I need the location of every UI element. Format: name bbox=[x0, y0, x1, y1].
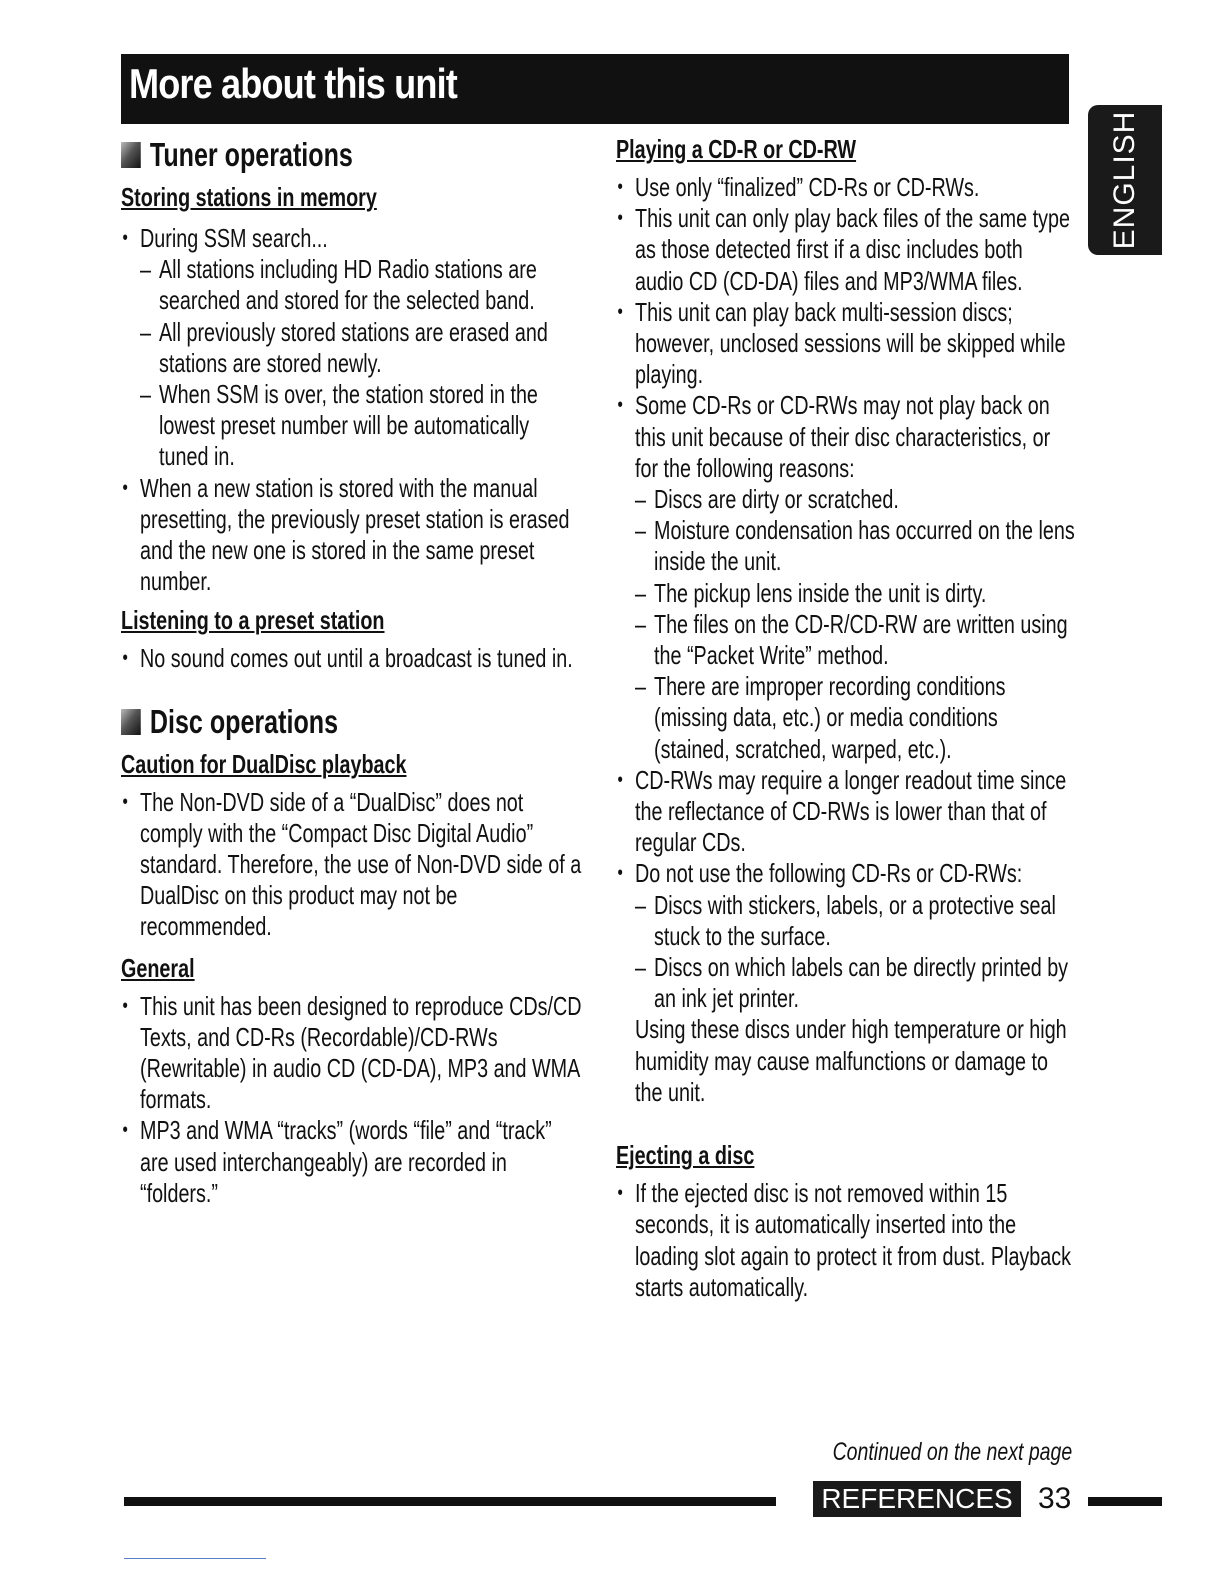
ejecting-bullet-list bbox=[616, 1178, 1076, 1303]
list-item: • The Non-DVD side of a “DualDisc” does not comply with the “Compact Disc Digital Audio” standard. Therefore, the use of Non-DVD side of a DualDisc on this product may not be recommended. bbox=[121, 787, 583, 943]
section-marker-icon bbox=[121, 709, 141, 735]
list-item bbox=[616, 858, 1076, 1108]
sub-list-item: – When SSM is over, the station stored in the lowest preset number will be automatically tuned in. bbox=[140, 379, 583, 473]
list-item: • When a new station is stored with the manual presetting, the previously preset station is erased and the new one is stored in the same preset number. bbox=[121, 473, 583, 598]
playing-bullet-list bbox=[616, 172, 1076, 1108]
subheading-dualdisc-caution: Caution for DualDisc playback bbox=[121, 748, 407, 779]
subheading-playing-cdr: Playing a CD-R or CD-RW bbox=[616, 134, 857, 164]
left-column-content bbox=[121, 134, 583, 1209]
section-heading-disc bbox=[121, 701, 583, 743]
sub-list bbox=[140, 254, 583, 472]
bullet-text: Do not use the following CD-Rs or CD-RWs: bbox=[635, 858, 1023, 889]
sub-list-item: – Discs on which labels can be directly printed by an ink jet printer. bbox=[635, 952, 1076, 1014]
section-heading-disc-text: Disc operations bbox=[149, 702, 339, 740]
language-tab bbox=[1088, 105, 1162, 255]
list-item: • CD-RWs may require a longer readout time since the reflectance of CD-RWs is lower than that of regular CDs. bbox=[616, 765, 1076, 859]
right-column bbox=[616, 132, 1076, 1303]
list-item: • No sound comes out until a broadcast is tuned in. bbox=[121, 643, 583, 674]
continued-note: Continued on the next page bbox=[832, 1438, 1072, 1466]
list-item: • Use only “finalized” CD-Rs or CD-RWs. bbox=[616, 172, 1076, 203]
sub-list-item: – The pickup lens inside the unit is dirty. bbox=[635, 578, 1076, 609]
general-bullet-list bbox=[121, 991, 583, 1209]
right-column-content bbox=[616, 132, 1076, 1303]
caution-note: Using these discs under high temperature or high humidity may cause malfunctions or damage to the unit. bbox=[635, 1014, 1067, 1107]
chapter-title: More about this unit bbox=[129, 60, 457, 107]
storing-bullet-list bbox=[121, 223, 583, 597]
sub-list-item: – Moisture condensation has occurred on the lens inside the unit. bbox=[635, 515, 1076, 577]
subheading-general: General bbox=[121, 952, 195, 983]
bullet-text: Some CD-Rs or CD-RWs may not play back on this unit because of their disc characteristics, or for the following reasons: bbox=[635, 390, 1051, 483]
left-column bbox=[121, 132, 583, 1209]
subheading-ejecting-disc: Ejecting a disc bbox=[616, 1140, 755, 1171]
footer-rule-right bbox=[1088, 1497, 1162, 1506]
chapter-banner bbox=[121, 54, 1069, 124]
list-item bbox=[121, 223, 583, 473]
sub-list-item: – All stations including HD Radio stations are searched and stored for the selected band. bbox=[140, 254, 583, 316]
section-marker-icon bbox=[121, 142, 141, 168]
subheading-listening-preset: Listening to a preset station bbox=[121, 605, 385, 636]
bullet-text: During SSM search... bbox=[140, 223, 328, 253]
list-item: • MP3 and WMA “tracks” (words “file” and “track” are used interchangeably) are recorded in “folders.” bbox=[121, 1115, 583, 1209]
subheading-storing-stations: Storing stations in memory bbox=[121, 182, 377, 212]
sub-list-item: – The files on the CD-R/CD-RW are written using the “Packet Write” method. bbox=[635, 609, 1076, 671]
list-item bbox=[616, 390, 1076, 764]
caution-bullet-list bbox=[121, 787, 583, 943]
sub-list bbox=[635, 484, 1076, 765]
sub-list-item: – There are improper recording conditions (missing data, etc.) or media conditions (stained, scratched, warped, etc.). bbox=[635, 671, 1076, 765]
language-tab-label: ENGLISH bbox=[1108, 110, 1141, 250]
sub-list-item: – Discs are dirty or scratched. bbox=[635, 484, 1076, 515]
list-item: • If the ejected disc is not removed within 15 seconds, it is automatically inserted into the loading slot again to protect it from dust. Playback starts automatically. bbox=[616, 1178, 1076, 1303]
section-label-box: REFERENCES bbox=[813, 1481, 1021, 1517]
list-item: • This unit can only play back files of the same type as those detected first if a disc includes both audio CD (CD-DA) files and MP3/WMA files. bbox=[616, 203, 1076, 297]
listening-bullet-list bbox=[121, 643, 583, 674]
list-item: • This unit can play back multi-session discs; however, unclosed sessions will be skipped while playing. bbox=[616, 297, 1076, 391]
section-heading-tuner bbox=[121, 134, 583, 176]
sub-list-item: – All previously stored stations are erased and stations are stored newly. bbox=[140, 317, 583, 379]
sub-list-item: – Discs with stickers, labels, or a protective seal stuck to the surface. bbox=[635, 890, 1076, 952]
sub-list bbox=[635, 890, 1076, 1015]
section-heading-tuner-text: Tuner operations bbox=[149, 136, 353, 173]
list-item: • This unit has been designed to reproduce CDs/CD Texts, and CD-Rs (Recordable)/CD-RWs (Rewritable) in audio CD (CD-DA), MP3 and WMA formats. bbox=[121, 991, 583, 1116]
footer-blue-line bbox=[124, 1558, 266, 1559]
footer-rule-left bbox=[124, 1497, 776, 1506]
page-number: 33 bbox=[1038, 1482, 1072, 1515]
